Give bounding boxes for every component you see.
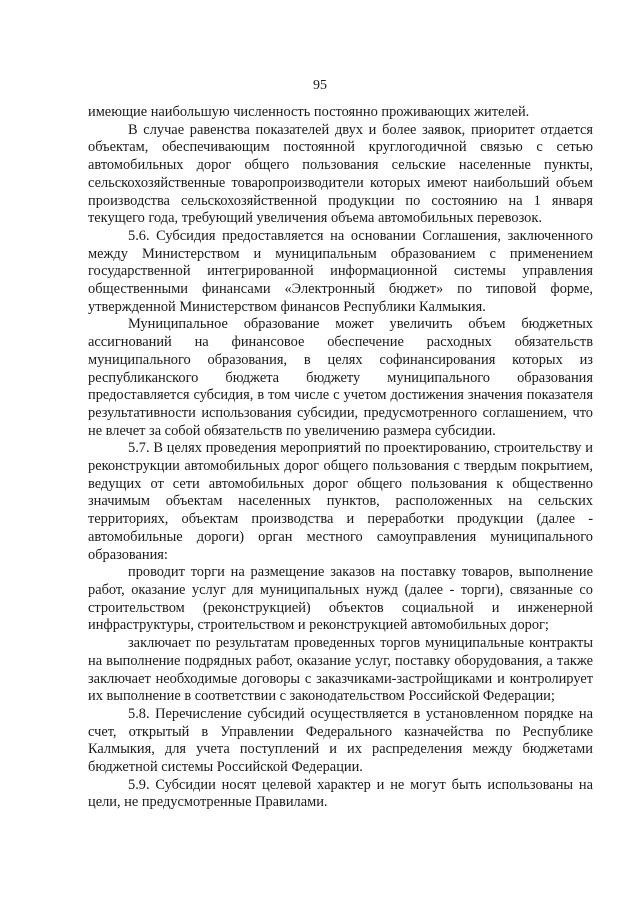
paragraph-5-6: 5.6. Субсидия предоставляется на основании Соглашения, заключенного между Министерством и муниципальным образованием с применением государственной интегрированной информационной системы управления общественными финансами «Электронный бюджет» по типовой форме, утвержденной Министерством финансов Республики Калмыкия. xyxy=(88,227,593,315)
paragraph-contracts: заключает по результатам проведенных торгов муниципальные контракты на выполнение подрядных работ, оказание услуг, поставку оборудования, а также заключает необходимые договоры с заказчиками-застройщиками и контролирует их выполнение в соответствии с законодательством Российской Федерации; xyxy=(88,635,593,705)
paragraph-5-9: 5.9. Субсидии носят целевой характер и не могут быть использованы на цели, не предусмотренные Правилами. xyxy=(88,776,593,811)
paragraph-5-8: 5.8. Перечисление субсидий осуществляется в установленном порядке на счет, открытый в Управлении Федерального казначейства по Республике Калмыкия, для учета поступлений и их распределения между бюджетами бюджетной системы Российской Федерации. xyxy=(88,705,593,776)
paragraph-continuation: имеющие наибольшую численность постоянно проживающих жителей. xyxy=(88,104,530,120)
paragraph-5-7: 5.7. В целях проведения мероприятий по проектированию, строительству и реконструкции автомобильных дорог общего пользования с твердым покрытием, ведущих от сети автомобильных дорог общего пользования к общественно значимым объектам населенных пунктов, расположенных на сельских территориях, объектам производства и переработки продукции (далее - автомобильные дороги) орган местного самоуправления муниципального образования: xyxy=(88,440,593,563)
page-number: 95 xyxy=(313,78,327,93)
paragraph-priority: В случае равенства показателей двух и более заявок, приоритет отдается объектам, обеспечивающим постоянной круглогодичной связью с сетью автомобильных дорог общего пользования сельские населенные пункты, сельскохозяйственные товаропроизводители которых имеют наибольший объем производства сельскохозяйственной продукции по состоянию на 1 января текущего года, требующий увеличения объема автомобильных перевозок. xyxy=(88,121,593,227)
paragraph-tenders: проводит торги на размещение заказов на поставку товаров, выполнение работ, оказание услуг для муниципальных нужд (далее - торги), связанные со строительством (реконструкцией) объектов социальной и инженерной инфраструктуры, строительством и реконструкцией автомобильных дорог; xyxy=(88,564,593,634)
body-text xyxy=(88,104,593,812)
paragraph-budget-increase: Муниципальное образование может увеличить объем бюджетных ассигнований на финансовое обеспечение расходных обязательств муниципального образования, в целях софинансирования которых из республиканского бюджета бюджету муниципального образования предоставляется субсидия, в том числе с учетом достижения значения показателя результативности использования субсидии, предусмотренного соглашением, что не влечет за собой обязательств по увеличению размера субсидии. xyxy=(88,316,593,439)
